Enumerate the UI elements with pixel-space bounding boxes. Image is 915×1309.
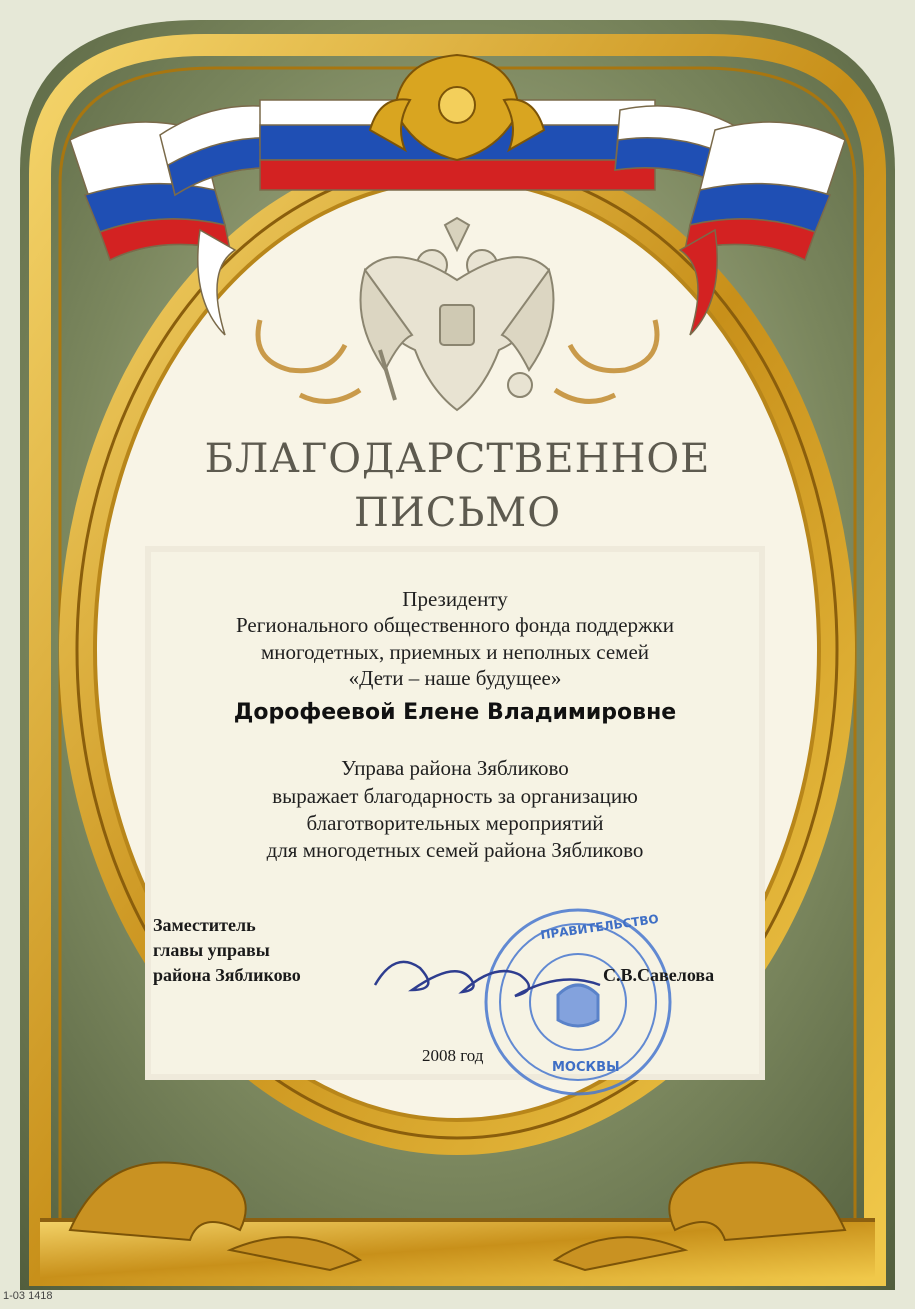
signer-position-line3: района Зябликово — [153, 965, 301, 985]
signer-name: С.В.Савелова — [603, 965, 715, 985]
certificate-title-line2: ПИСЬМО — [353, 490, 562, 536]
letter-content — [146, 547, 764, 1079]
issue-year: 2008 год — [422, 1046, 484, 1065]
recipient-title: Президенту — [402, 587, 508, 611]
recipient-name: Дорофеевой Елене Владимировне — [233, 700, 677, 725]
body-line1: Управа района Зябликово — [341, 756, 569, 780]
body-line3: благотворительных мероприятий — [306, 811, 604, 835]
stamp-bottom-text: МОСКВЫ — [552, 1060, 620, 1075]
body-line4: для многодетных семей района Зябликово — [266, 838, 644, 862]
stamp-top-text: ПРАВИТЕЛЬСТВО — [539, 911, 660, 943]
signer-position-line1: Заместитель — [153, 915, 256, 935]
certificate-title-line1: БЛАГОДАРСТВЕННОЕ — [204, 436, 711, 482]
body-line2: выражает благодарность за организацию — [272, 784, 638, 808]
recipient-org-line2: многодетных, приемных и неполных семей — [260, 640, 650, 664]
recipient-org-line3: «Дети – наше будущее» — [348, 666, 562, 690]
recipient-org-line1: Регионального общественного фонда поддержки — [236, 613, 674, 637]
footer-code: 1-03 1418 — [3, 1290, 53, 1302]
signer-position-line2: главы управы — [153, 940, 270, 960]
